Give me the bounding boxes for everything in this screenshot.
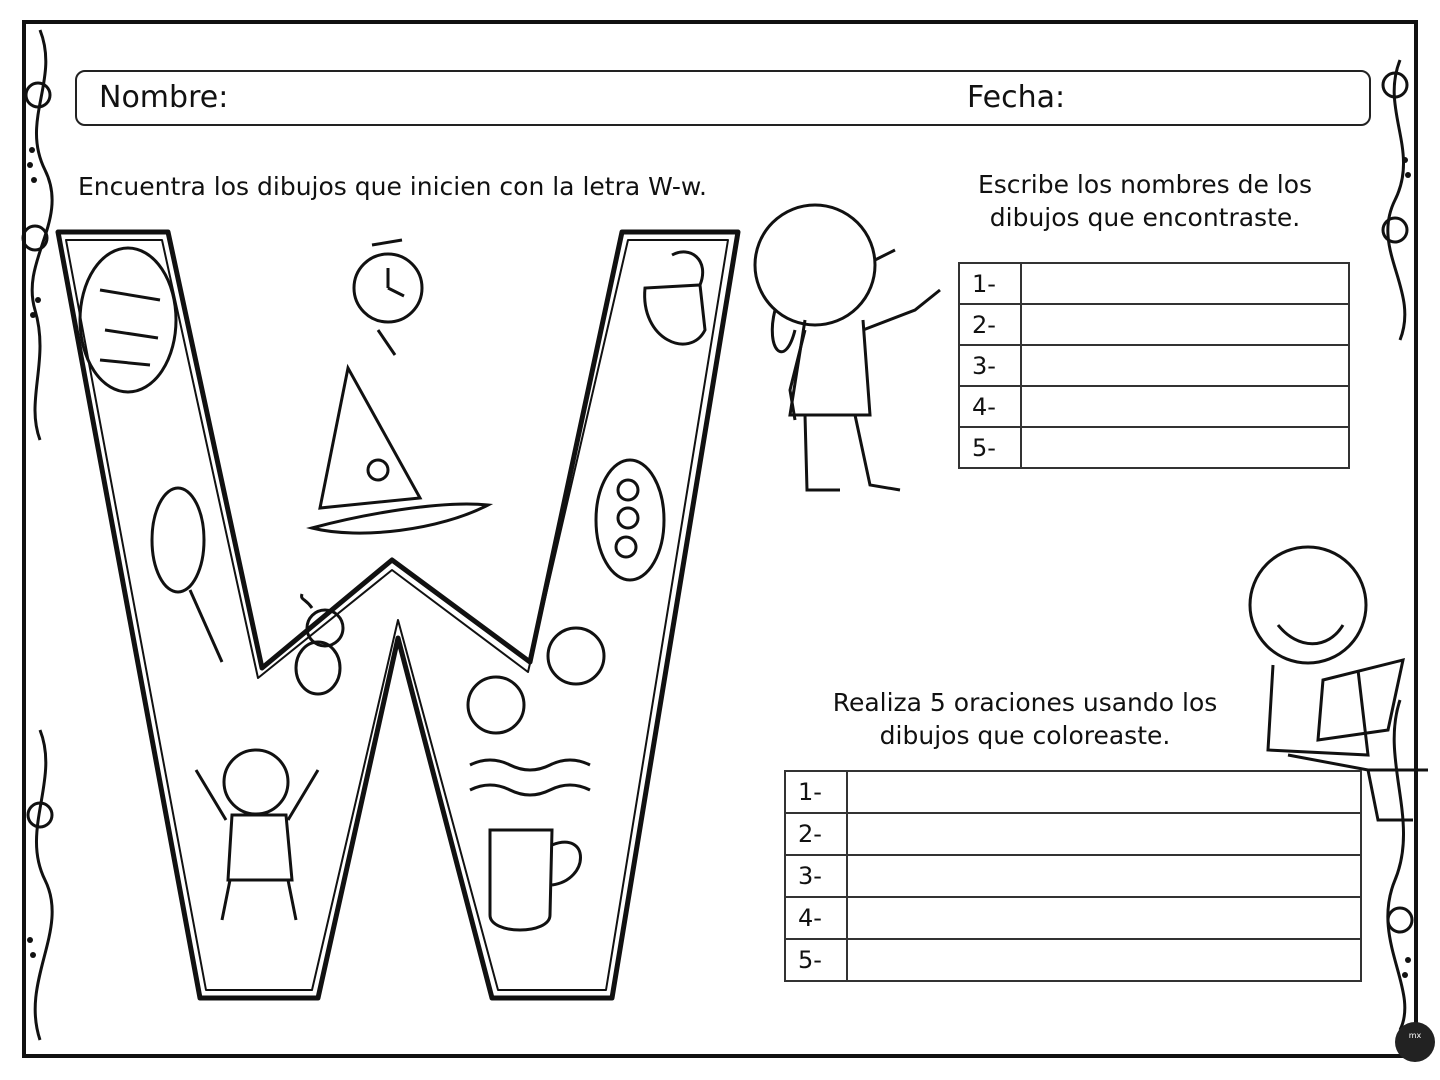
- table-row: 1-: [959, 263, 1349, 304]
- date-label: Fecha:: [967, 80, 1066, 115]
- answer-line[interactable]: [847, 855, 1361, 897]
- table-row: 5-: [959, 427, 1349, 468]
- table-row: 4-: [959, 386, 1349, 427]
- watch-icon: [354, 240, 422, 355]
- write-names-instruction: Escribe los nombres de los dibujos que encontraste.: [977, 170, 1313, 232]
- answer-line[interactable]: [847, 813, 1361, 855]
- table-row: 3-: [785, 855, 1361, 897]
- answer-line[interactable]: [1021, 345, 1349, 386]
- find-instruction: Encuentra los dibujos que inicien con la letra W-w.: [78, 172, 707, 201]
- answer-line[interactable]: [1021, 427, 1349, 468]
- answer-line[interactable]: [1021, 386, 1349, 427]
- name-label: Nombre:: [99, 80, 229, 115]
- table-row: 4-: [785, 897, 1361, 939]
- publisher-logo: mx: [1395, 1022, 1435, 1062]
- sentences-table: [784, 770, 1362, 982]
- table-row: 2-: [959, 304, 1349, 345]
- answer-line[interactable]: [1021, 304, 1349, 345]
- girl-illustration: [735, 190, 950, 515]
- answer-line[interactable]: [1021, 263, 1349, 304]
- names-table: [958, 262, 1350, 469]
- table-row: 5-: [785, 939, 1361, 981]
- table-row: 2-: [785, 813, 1361, 855]
- answer-line[interactable]: [847, 897, 1361, 939]
- answer-line[interactable]: [847, 939, 1361, 981]
- sentences-instruction: Realiza 5 oraciones usando los dibujos que coloreaste.: [832, 688, 1218, 750]
- table-row: 1-: [785, 771, 1361, 813]
- windsurf-icon: [312, 368, 488, 533]
- answer-line[interactable]: [847, 771, 1361, 813]
- table-row: 3-: [959, 345, 1349, 386]
